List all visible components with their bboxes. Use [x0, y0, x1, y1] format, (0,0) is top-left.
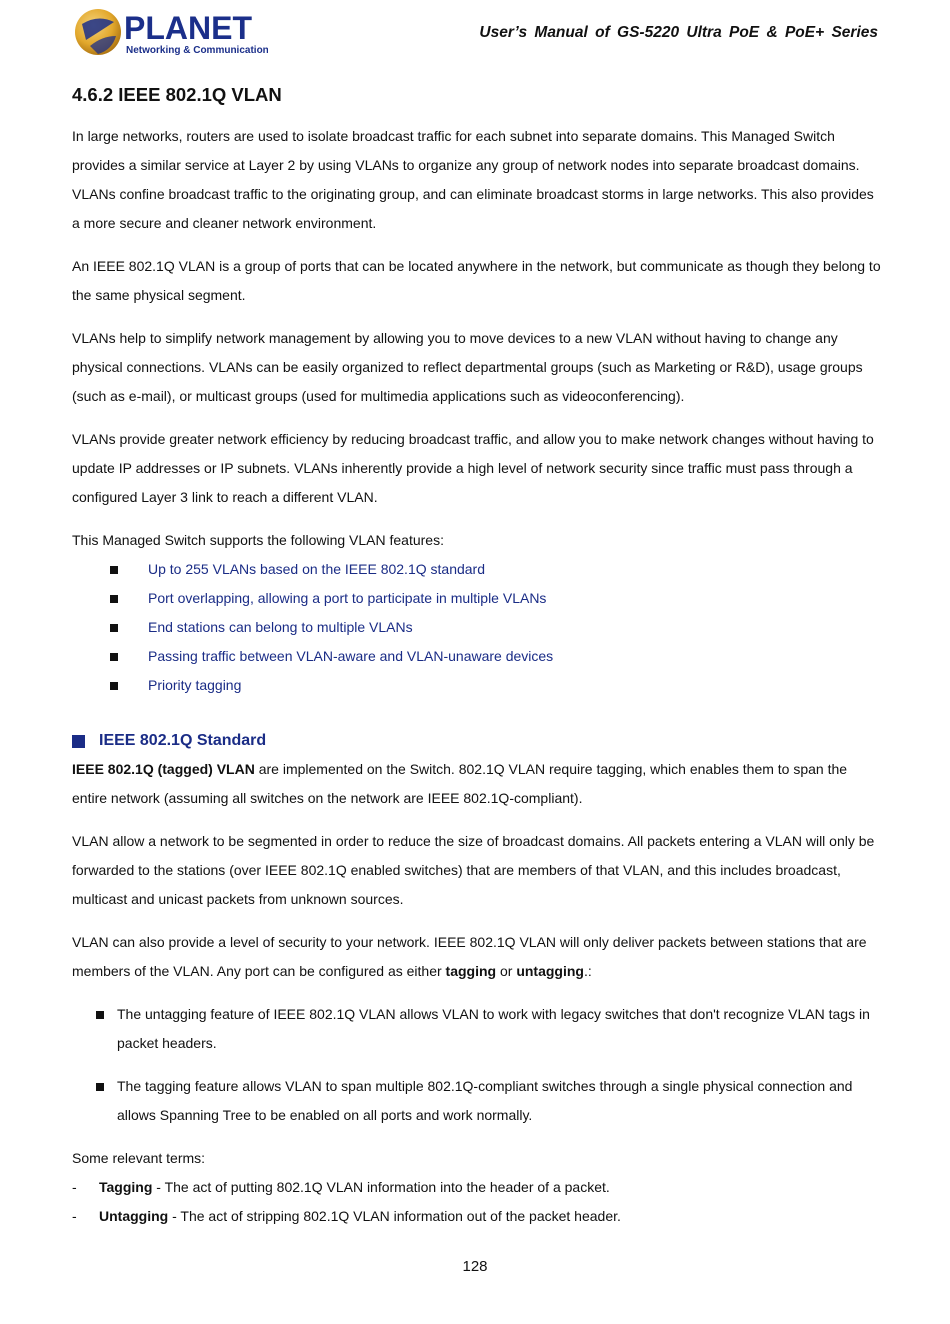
section-title: 4.6.2 IEEE 802.1Q VLAN [72, 84, 282, 105]
terms-list [72, 1173, 882, 1231]
logo-tagline: Networking & Communication [126, 45, 268, 56]
list-item: End stations can belong to multiple VLANs [110, 613, 882, 642]
running-header: User’s Manual of GS-5220 Ultra PoE & PoE+ Series [479, 24, 878, 41]
list-item: Passing traffic between VLAN-aware and VLAN-unaware devices [110, 642, 882, 671]
heading-square-icon [72, 735, 85, 748]
bullet-square-icon [110, 566, 118, 574]
list-item: The untagging feature of IEEE 802.1Q VLAN allows VLAN to work with legacy switches that don't recognize VLAN tags in packet headers. [96, 1000, 882, 1058]
tagged-vlan-paragraph: IEEE 802.1Q (tagged) VLAN are implemented on the Switch. 802.1Q VLAN require tagging, which enables them to span the entire network (assuming all switches on the network are IEEE 802.1Q-compliant). [72, 761, 848, 806]
terms-intro: Some relevant terms: [72, 1150, 206, 1166]
logo-wordmark: PLANET [124, 10, 252, 46]
bullet-square-icon [110, 595, 118, 603]
feature-list [72, 555, 882, 700]
efficiency-paragraph: VLANs provide greater network efficiency by reducing broadcast traffic, and allow you to make network changes without having to update IP addresses or IP subnets. VLANs inherently provide a high level of network security since traffic must pass through a configured Layer 3 link to reach a different VLAN. [72, 431, 874, 505]
term-tagging: - Tagging - The act of putting 802.1Q VLAN information into the header of a packet. [72, 1179, 610, 1195]
list-item: Up to 255 VLANs based on the IEEE 802.1Q standard [110, 555, 882, 584]
bullet-square-icon [110, 624, 118, 632]
features-intro: This Managed Switch supports the following VLAN features: [72, 532, 444, 548]
bullet-square-icon [96, 1011, 104, 1019]
list-item: The tagging feature allows VLAN to span multiple 802.1Q-compliant switches through a single physical connection and allows Spanning Tree to be enabled on all ports and work normally. [96, 1072, 882, 1130]
subsection-heading: IEEE 802.1Q Standard [72, 728, 882, 754]
planet-logo [72, 6, 268, 58]
planet-globe-icon [72, 6, 268, 58]
definition-paragraph: An IEEE 802.1Q VLAN is a group of ports that can be located anywhere in the network, but communicate as though they belong to the same physical segment. [72, 258, 881, 303]
list-item: Port overlapping, allowing a port to participate in multiple VLANs [110, 584, 882, 613]
bullet-square-icon [96, 1083, 104, 1091]
intro-paragraph: In large networks, routers are used to isolate broadcast traffic for each subnet into separate domains. This Managed Switch provides a similar service at Layer 2 by using VLANs to organize any group of network nodes into separate broadcast domains. VLANs confine broadcast traffic to the originating group, and can eliminate broadcast storms in large networks. This also provides a more secure and cleaner network environment. [72, 128, 874, 231]
bullet-square-icon [110, 682, 118, 690]
bullet-square-icon [110, 653, 118, 661]
page-number: 128 [462, 1258, 488, 1275]
tagging-bullet-list [72, 1000, 882, 1130]
segmentation-paragraph: VLAN allow a network to be segmented in order to reduce the size of broadcast domains. All packets entering a VLAN will only be forwarded to the stations (over IEEE 802.1Q enabled switches) that are members of that VLAN, and this includes broadcast, multicast and unicast packets from unknown sources. [72, 833, 875, 907]
page-content [72, 84, 882, 1231]
term-untagging: - Untagging - The act of stripping 802.1Q VLAN information out of the packet header. [72, 1208, 621, 1224]
security-paragraph: VLAN can also provide a level of security to your network. IEEE 802.1Q VLAN will only deliver packets between stations that are members of the VLAN. Any port can be configured as either tagging or untagging.: [72, 934, 867, 979]
list-item: Priority tagging [110, 671, 882, 700]
management-paragraph: VLANs help to simplify network management by allowing you to move devices to a new VLAN without having to change any physical connections. VLANs can be easily organized to reflect departmental groups (such as Marketing or R&D), usage groups (such as e-mail), or multicast groups (used for multimedia applications such as videoconferencing). [72, 330, 863, 404]
